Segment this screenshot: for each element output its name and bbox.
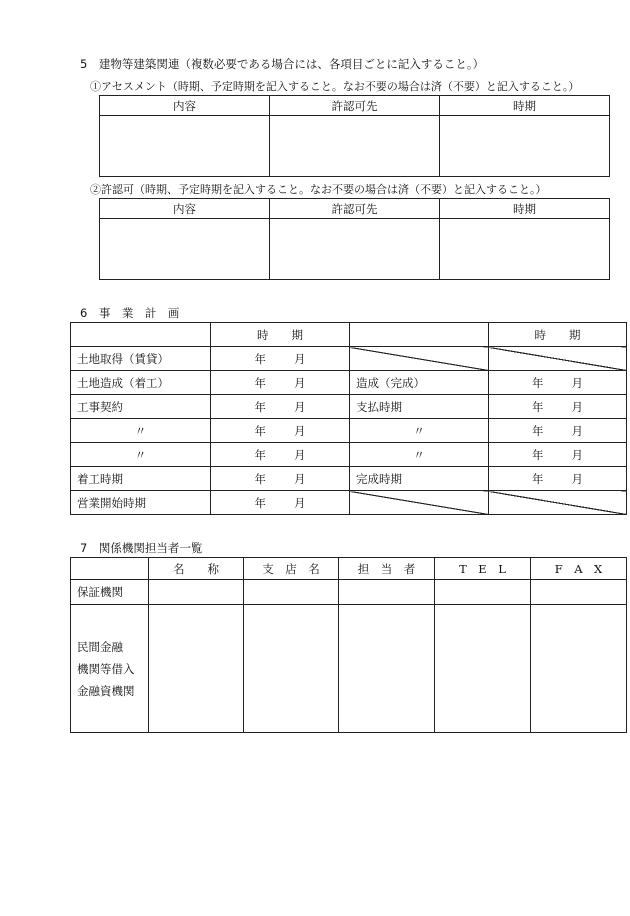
row-land-development: 土地造成（着工） bbox=[71, 371, 211, 395]
blank-diagonal-cell bbox=[350, 347, 489, 371]
ym-cell[interactable]: 年 月 bbox=[211, 443, 350, 467]
header-branch: 支 店 名 bbox=[244, 558, 339, 580]
guarantee-fax-cell[interactable] bbox=[531, 580, 627, 605]
guarantee-tel-cell[interactable] bbox=[435, 580, 531, 605]
ditto-mark: 〃 bbox=[71, 419, 211, 443]
ym-cell[interactable]: 年 月 bbox=[211, 467, 350, 491]
header-name: 名 称 bbox=[149, 558, 244, 580]
assessment-table bbox=[99, 95, 610, 177]
financial-tel-cell[interactable] bbox=[435, 605, 531, 733]
row-construction-contract: 工事契約 bbox=[71, 395, 211, 419]
ym-cell[interactable]: 年 月 bbox=[489, 467, 627, 491]
header-period: 時期 bbox=[440, 199, 610, 219]
guarantee-person-cell[interactable] bbox=[339, 580, 435, 605]
assessment-content-cell[interactable] bbox=[100, 116, 270, 177]
row-completion-timing: 完成時期 bbox=[350, 467, 489, 491]
ym-cell[interactable]: 年 月 bbox=[489, 371, 627, 395]
ym-cell[interactable]: 年 月 bbox=[211, 347, 350, 371]
financial-person-cell[interactable] bbox=[339, 605, 435, 733]
blank-diagonal-cell bbox=[350, 491, 489, 515]
contacts-table bbox=[70, 557, 627, 733]
header-person: 担 当 者 bbox=[339, 558, 435, 580]
row-private-financial-institution: 民間金融 機関等借入 金融資機関 bbox=[71, 605, 149, 733]
header-fax: F A X bbox=[531, 558, 627, 580]
permit-period-cell[interactable] bbox=[440, 219, 610, 280]
assessment-note: ①アセスメント（時期、予定時期を記入すること。なお不要の場合は済（不要）と記入すること。） bbox=[90, 80, 580, 93]
ym-cell[interactable]: 年 月 bbox=[211, 491, 350, 515]
permit-note: ②許認可（時期、予定時期を記入すること。なお不要の場合は済（不要）と記入すること。） bbox=[90, 183, 547, 196]
ditto-mark: 〃 bbox=[71, 443, 211, 467]
section5-title: 5 建物等建築関連（複数必要である場合には、各項目ごとに記入すること。） bbox=[80, 57, 485, 71]
header-permit-authority: 許認可先 bbox=[270, 199, 440, 219]
permit-table bbox=[99, 198, 610, 280]
ym-cell[interactable]: 年 月 bbox=[211, 371, 350, 395]
row-payment-timing: 支払時期 bbox=[350, 395, 489, 419]
guarantee-branch-cell[interactable] bbox=[244, 580, 339, 605]
ym-cell[interactable]: 年 月 bbox=[489, 395, 627, 419]
assessment-period-cell[interactable] bbox=[440, 116, 610, 177]
financial-branch-cell[interactable] bbox=[244, 605, 339, 733]
assessment-authority-cell[interactable] bbox=[270, 116, 440, 177]
financial-fax-cell[interactable] bbox=[531, 605, 627, 733]
business-plan-table bbox=[70, 322, 627, 515]
header-permit-authority: 許認可先 bbox=[270, 96, 440, 116]
section7-title: 7 関係機関担当者一覧 bbox=[80, 541, 203, 555]
guarantee-name-cell[interactable] bbox=[149, 580, 244, 605]
row-business-start: 営業開始時期 bbox=[71, 491, 211, 515]
section6-title: 6 事 業 計 画 bbox=[80, 306, 180, 320]
ym-cell[interactable]: 年 月 bbox=[211, 419, 350, 443]
ditto-mark: 〃 bbox=[350, 419, 489, 443]
ym-cell[interactable]: 年 月 bbox=[489, 419, 627, 443]
period-header-left: 時 期 bbox=[211, 323, 350, 347]
ditto-mark: 〃 bbox=[350, 443, 489, 467]
ym-cell[interactable]: 年 月 bbox=[489, 443, 627, 467]
row-development-completion: 造成（完成） bbox=[350, 371, 489, 395]
row-guarantee-institution: 保証機関 bbox=[71, 580, 149, 605]
header-period: 時期 bbox=[440, 96, 610, 116]
ym-cell[interactable]: 年 月 bbox=[211, 395, 350, 419]
blank-diagonal-cell bbox=[489, 491, 627, 515]
row-construction-start: 着工時期 bbox=[71, 467, 211, 491]
period-header-right: 時 期 bbox=[489, 323, 627, 347]
header-tel: T E L bbox=[435, 558, 531, 580]
blank-diagonal-cell bbox=[489, 347, 627, 371]
header-content: 内容 bbox=[100, 96, 270, 116]
financial-name-cell[interactable] bbox=[149, 605, 244, 733]
row-land-acquisition: 土地取得（賃貸） bbox=[71, 347, 211, 371]
header-content: 内容 bbox=[100, 199, 270, 219]
permit-content-cell[interactable] bbox=[100, 219, 270, 280]
permit-authority-cell[interactable] bbox=[270, 219, 440, 280]
